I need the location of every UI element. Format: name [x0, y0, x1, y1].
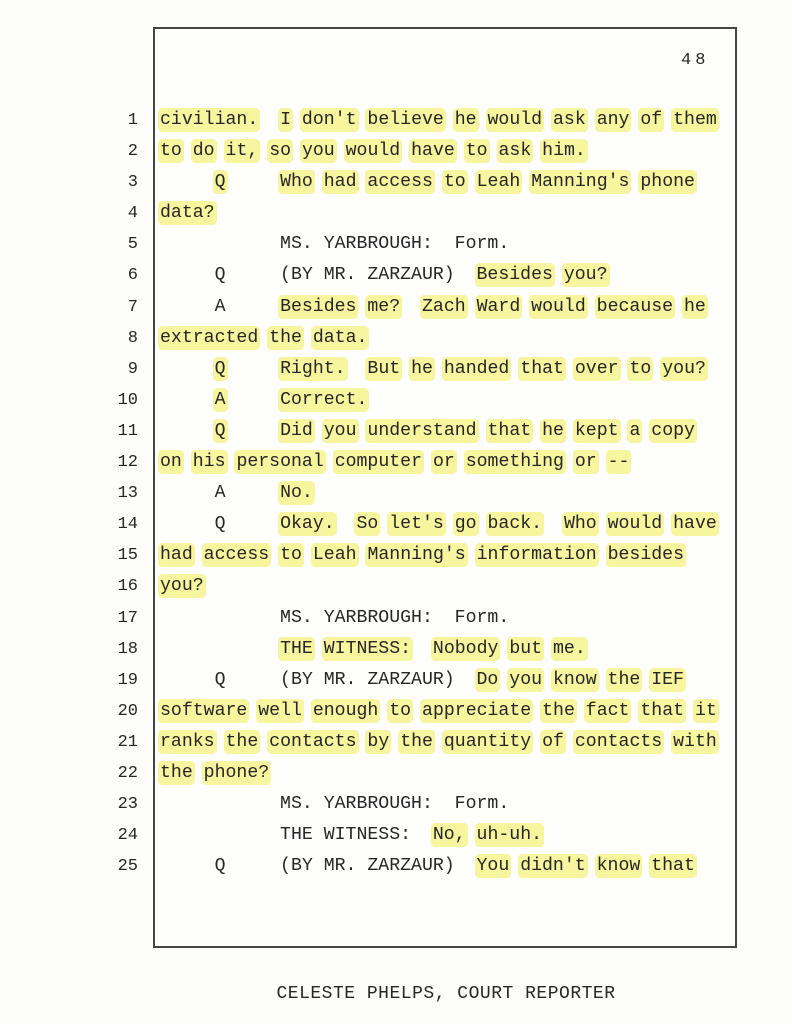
line-text: THE WITNESS: No, uh-uh.: [160, 825, 543, 846]
highlighted-word: on: [160, 452, 182, 473]
line-text: [160, 540, 684, 571]
highlighted-word: know: [552, 669, 597, 690]
highlighted-word: that: [487, 420, 532, 441]
highlighted-word: would: [345, 141, 401, 162]
line-number: 12: [117, 453, 138, 473]
highlighted-word: Q: [214, 358, 226, 379]
line-text: A Besides me? Zach Ward would because he: [160, 296, 706, 317]
transcript-line: [0, 229, 792, 260]
highlighted-word: you: [509, 669, 543, 690]
highlighted-word: back.: [487, 514, 543, 535]
highlighted-word: WITNESS:: [323, 638, 412, 659]
highlighted-word: something: [465, 452, 564, 473]
line-text: MS. YARBROUGH: Form.: [160, 234, 510, 255]
highlighted-word: Correct.: [280, 389, 368, 410]
highlighted-word: information: [476, 545, 597, 566]
highlighted-word: didn't: [520, 856, 586, 877]
line-number: 21: [117, 732, 138, 752]
line-text: [160, 696, 717, 727]
highlighted-word: any: [596, 110, 630, 130]
highlighted-word: Right.: [280, 358, 346, 379]
highlighted-word: ask: [498, 141, 532, 162]
line-text: Q (BY MR. ZARZAUR) Besides you?: [160, 265, 608, 286]
highlighted-word: the: [269, 327, 302, 348]
line-text: [160, 323, 367, 354]
line-number: 9: [127, 359, 138, 379]
highlighted-word: he: [684, 296, 706, 317]
highlighted-word: Do: [476, 669, 499, 690]
highlighted-word: you?: [563, 265, 608, 286]
page-number: 48: [681, 51, 710, 70]
highlighted-word: access: [203, 545, 270, 566]
highlighted-word: to: [160, 141, 182, 162]
transcript-line: [0, 105, 792, 136]
highlighted-word: the: [400, 731, 433, 752]
line-number: 24: [117, 826, 138, 846]
highlighted-word: kept: [574, 420, 619, 441]
line-number: 22: [117, 763, 138, 783]
highlighted-word: you?: [160, 576, 204, 597]
highlighted-word: do: [192, 141, 215, 162]
highlighted-word: had: [160, 545, 193, 566]
transcript-line: [0, 634, 792, 665]
line-number: 19: [117, 670, 138, 690]
transcript-line: [0, 571, 792, 602]
transcript-line: [0, 758, 792, 789]
line-text: MS. YARBROUGH: Form.: [160, 607, 510, 628]
line-text: [160, 385, 367, 416]
highlighted-word: the: [160, 762, 193, 783]
line-number: 4: [127, 204, 138, 224]
highlighted-word: Who: [563, 514, 597, 535]
highlighted-word: it,: [225, 141, 259, 162]
highlighted-word: phone: [640, 172, 695, 193]
transcript-line: [0, 354, 792, 385]
transcript-line: [0, 727, 792, 758]
highlighted-word: to: [465, 141, 488, 162]
highlighted-word: of: [542, 731, 564, 752]
highlighted-word: would: [607, 514, 663, 535]
highlighted-word: well: [258, 700, 302, 721]
highlighted-word: would: [487, 110, 543, 130]
transcript-line: [0, 789, 792, 820]
line-text: [160, 354, 706, 385]
highlighted-word: but: [509, 638, 543, 659]
line-number: 10: [117, 390, 138, 410]
highlighted-word: that: [520, 358, 564, 379]
highlighted-word: appreciate: [422, 700, 532, 721]
highlighted-word: the: [607, 669, 641, 690]
transcript-line: [0, 509, 792, 540]
line-number: 25: [117, 857, 138, 877]
line-text: [160, 758, 269, 789]
highlighted-word: or: [574, 452, 597, 473]
highlighted-word: a: [629, 420, 641, 441]
line-text: [160, 136, 586, 167]
highlighted-word: quantity: [443, 731, 532, 752]
line-number: 11: [117, 421, 138, 441]
transcript-line: [0, 167, 792, 198]
transcript-line: [0, 540, 792, 571]
highlighted-word: with: [673, 731, 717, 752]
highlighted-word: uh-uh.: [476, 825, 543, 846]
line-number: 23: [117, 795, 138, 815]
highlighted-word: Besides: [476, 265, 553, 286]
highlighted-word: he: [411, 358, 433, 379]
highlighted-word: his: [192, 452, 226, 473]
highlighted-word: handed: [443, 358, 510, 379]
line-text: [160, 727, 717, 758]
highlighted-word: over: [574, 358, 619, 379]
highlighted-word: you: [301, 141, 335, 162]
line-number: 17: [117, 608, 138, 628]
highlighted-word: personal: [236, 452, 324, 473]
highlighted-word: it: [694, 700, 717, 721]
highlighted-word: extracted: [160, 327, 259, 348]
line-text: [160, 571, 204, 602]
line-number: 18: [117, 639, 138, 659]
highlighted-word: me?: [367, 296, 401, 317]
highlighted-word: understand: [367, 420, 477, 441]
line-number: 20: [117, 701, 138, 721]
highlighted-word: computer: [334, 452, 423, 473]
highlighted-word: to: [443, 172, 466, 193]
line-number: 3: [127, 173, 138, 193]
highlighted-word: let's: [389, 514, 444, 535]
highlighted-word: Leah: [476, 172, 521, 193]
highlighted-word: to: [280, 545, 302, 566]
transcript-line: [0, 696, 792, 727]
highlighted-word: them: [673, 110, 717, 130]
line-text: [160, 167, 695, 198]
highlighted-word: he: [454, 110, 477, 130]
line-number: 2: [127, 142, 138, 162]
highlighted-word: to: [629, 358, 652, 379]
highlighted-word: me.: [553, 638, 586, 659]
highlighted-word: believe: [367, 110, 444, 130]
highlighted-word: go: [454, 514, 477, 535]
highlighted-word: I: [280, 110, 291, 130]
highlighted-word: No.: [280, 483, 313, 504]
highlighted-word: But: [367, 358, 401, 379]
line-number: 6: [127, 266, 138, 286]
line-text: Q (BY MR. ZARZAUR) You didn't know that: [160, 856, 695, 877]
highlighted-word: by: [367, 731, 390, 752]
highlighted-word: IEF: [651, 669, 684, 690]
line-number: 13: [117, 484, 138, 504]
highlighted-word: Okay.: [280, 514, 335, 535]
highlighted-word: A: [214, 389, 226, 410]
line-number: 7: [127, 297, 138, 317]
line-text: [160, 447, 629, 478]
line-number: 8: [127, 328, 138, 348]
highlighted-word: because: [596, 296, 674, 317]
line-number: 15: [117, 546, 138, 566]
highlighted-word: Leah: [312, 545, 357, 566]
transcript-line: [0, 603, 792, 634]
highlighted-word: No,: [432, 825, 466, 846]
highlighted-word: you?: [662, 358, 706, 379]
highlighted-word: civilian.: [160, 110, 259, 130]
highlighted-word: fact: [585, 700, 630, 721]
highlighted-word: don't: [301, 110, 357, 130]
line-text: [160, 105, 717, 136]
highlighted-word: data?: [160, 203, 215, 224]
highlighted-word: You: [476, 856, 510, 877]
transcript-line: [0, 665, 792, 696]
highlighted-word: you: [323, 420, 357, 441]
highlighted-word: access: [367, 172, 433, 193]
highlighted-word: Q: [214, 420, 226, 441]
highlighted-word: Q: [214, 172, 226, 193]
highlighted-word: So: [356, 514, 379, 535]
highlighted-word: copy: [651, 420, 695, 441]
line-number: 16: [117, 577, 138, 597]
highlighted-word: ranks: [160, 731, 215, 752]
line-text: Q Okay. So let's go back. Who would have: [160, 514, 717, 535]
transcript-line: [0, 198, 792, 229]
highlighted-word: would: [531, 296, 586, 317]
transcript-line: [0, 416, 792, 447]
line-text: [160, 198, 215, 229]
highlighted-word: he: [542, 420, 564, 441]
line-text: Q (BY MR. ZARZAUR) Do you know the IEF: [160, 669, 684, 690]
line-number: 14: [117, 515, 138, 535]
highlighted-word: Who: [280, 172, 313, 193]
transcript-line: [0, 260, 792, 291]
transcript-line: [0, 447, 792, 478]
highlighted-word: contacts: [269, 731, 357, 752]
highlighted-word: know: [596, 856, 641, 877]
transcript-line: [0, 851, 792, 882]
highlighted-word: so: [269, 141, 292, 162]
highlighted-word: have: [411, 141, 455, 162]
line-text: [160, 416, 695, 447]
transcript-line: [0, 136, 792, 167]
highlighted-word: enough: [312, 700, 379, 721]
line-number: 5: [127, 235, 138, 255]
highlighted-word: ask: [553, 110, 586, 130]
highlighted-word: THE: [280, 638, 313, 659]
transcript-line: [0, 385, 792, 416]
highlighted-word: Ward: [476, 296, 521, 317]
highlighted-word: to: [389, 700, 412, 721]
highlighted-word: --: [607, 452, 630, 473]
court-reporter-footer: CELESTE PHELPS, COURT REPORTER: [276, 984, 616, 1004]
highlighted-word: software: [160, 700, 248, 721]
transcript-lines: [0, 105, 792, 882]
highlighted-word: or: [432, 452, 455, 473]
highlighted-word: of: [640, 110, 663, 130]
highlighted-word: Manning's: [531, 172, 630, 193]
line-text: A No.: [160, 483, 313, 504]
highlighted-word: Manning's: [367, 545, 466, 566]
highlighted-word: Did: [280, 420, 313, 441]
line-number: 1: [127, 111, 138, 130]
highlighted-word: contacts: [574, 731, 663, 752]
highlighted-word: the: [225, 731, 259, 752]
highlighted-word: that: [651, 856, 695, 877]
highlighted-word: Nobody: [432, 638, 499, 659]
transcript-line: [0, 478, 792, 509]
transcript-line: [0, 820, 792, 851]
highlighted-word: him.: [542, 141, 586, 162]
highlighted-word: besides: [607, 545, 684, 566]
highlighted-word: had: [323, 172, 357, 193]
transcript-line: [0, 292, 792, 323]
highlighted-word: have: [673, 514, 717, 535]
highlighted-word: phone?: [203, 762, 270, 783]
highlighted-word: data.: [312, 327, 368, 348]
line-text: [160, 634, 586, 665]
highlighted-word: Zach: [421, 296, 466, 317]
transcript-line: [0, 323, 792, 354]
highlighted-word: Besides: [280, 296, 357, 317]
highlighted-word: that: [640, 700, 685, 721]
line-text: MS. YARBROUGH: Form.: [160, 794, 510, 815]
highlighted-word: the: [542, 700, 575, 721]
